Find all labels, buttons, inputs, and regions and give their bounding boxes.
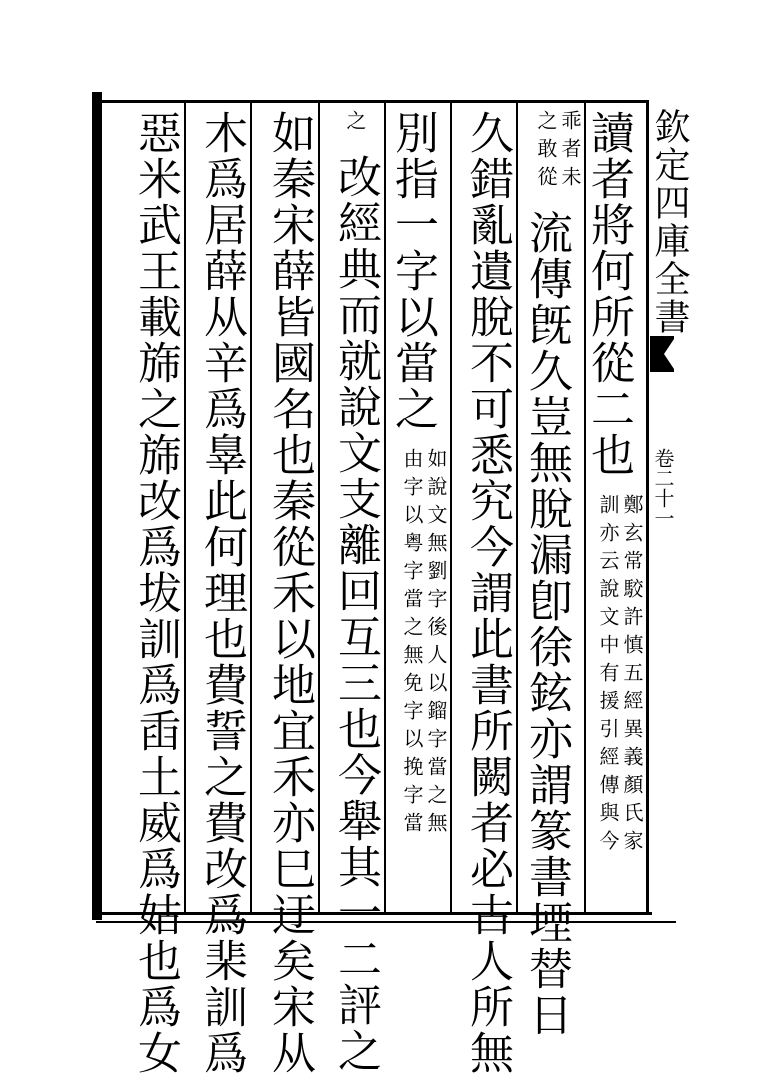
text-column-6 [258, 110, 316, 1076]
annotation-line-right: 如說文無劉字後人以鎦字當之無 [424, 448, 448, 840]
main-text: 別指一字以當之 [387, 110, 438, 432]
main-text: 讀者將何所從二也 [583, 110, 634, 478]
column-rule [516, 103, 518, 913]
main-text: 流傳旣久豈無脫漏卽徐鉉亦謂篆書堙替日 [521, 210, 572, 1038]
annotation-line-right: 鄭玄常駮許慎五經異義顏氏家 [620, 494, 644, 858]
annotation-line-left: 由字以粤字當之無免字以挽字當 [400, 448, 424, 840]
column-rule [184, 103, 186, 913]
column-rule [250, 103, 252, 913]
annotation-text [530, 110, 582, 194]
main-text: 木爲居薛从辛爲辠此何理也費誓之費改爲棐訓爲 [196, 110, 247, 1076]
frame-top-border [100, 100, 648, 103]
text-column-8 [126, 110, 182, 1076]
main-text: 惡米武王載旆之旆改爲坺訓爲臿土威爲姑也爲女 [130, 110, 181, 1076]
main-text: 改經典而就說文支離回互三也今舉其一二評之 [330, 154, 381, 1074]
main-text: 久錯亂遺脫不可悉究今謂此書所闕者必古人所無 [462, 110, 513, 1076]
annotation-text [592, 494, 644, 858]
text-column-5 [326, 110, 382, 1074]
column-rule [450, 103, 452, 913]
annotation-line-right: 乖者未 [558, 110, 582, 194]
volume-label: 卷二十一 [651, 448, 675, 528]
column-rule [318, 103, 320, 913]
book-title: 欽定四庫全書 [649, 108, 690, 336]
frame-bottom-border-outer [96, 921, 676, 923]
text-column-3 [458, 110, 514, 1076]
text-column-4 [387, 110, 448, 910]
annotation-text: 之 [343, 110, 367, 138]
text-column-7 [192, 110, 248, 1076]
frame-left-border [92, 92, 102, 920]
text-column-1 [583, 110, 644, 910]
main-text: 如秦宋薛皆國名也秦從禾以地宜禾亦巳迂矣宋从 [264, 110, 315, 1076]
annotation-text [396, 448, 448, 840]
annotation-line-left: 訓亦云說文中有援引經傳與今 [596, 494, 620, 858]
text-column-2 [521, 110, 582, 1038]
annotation-line-left: 之敢從 [534, 110, 558, 194]
